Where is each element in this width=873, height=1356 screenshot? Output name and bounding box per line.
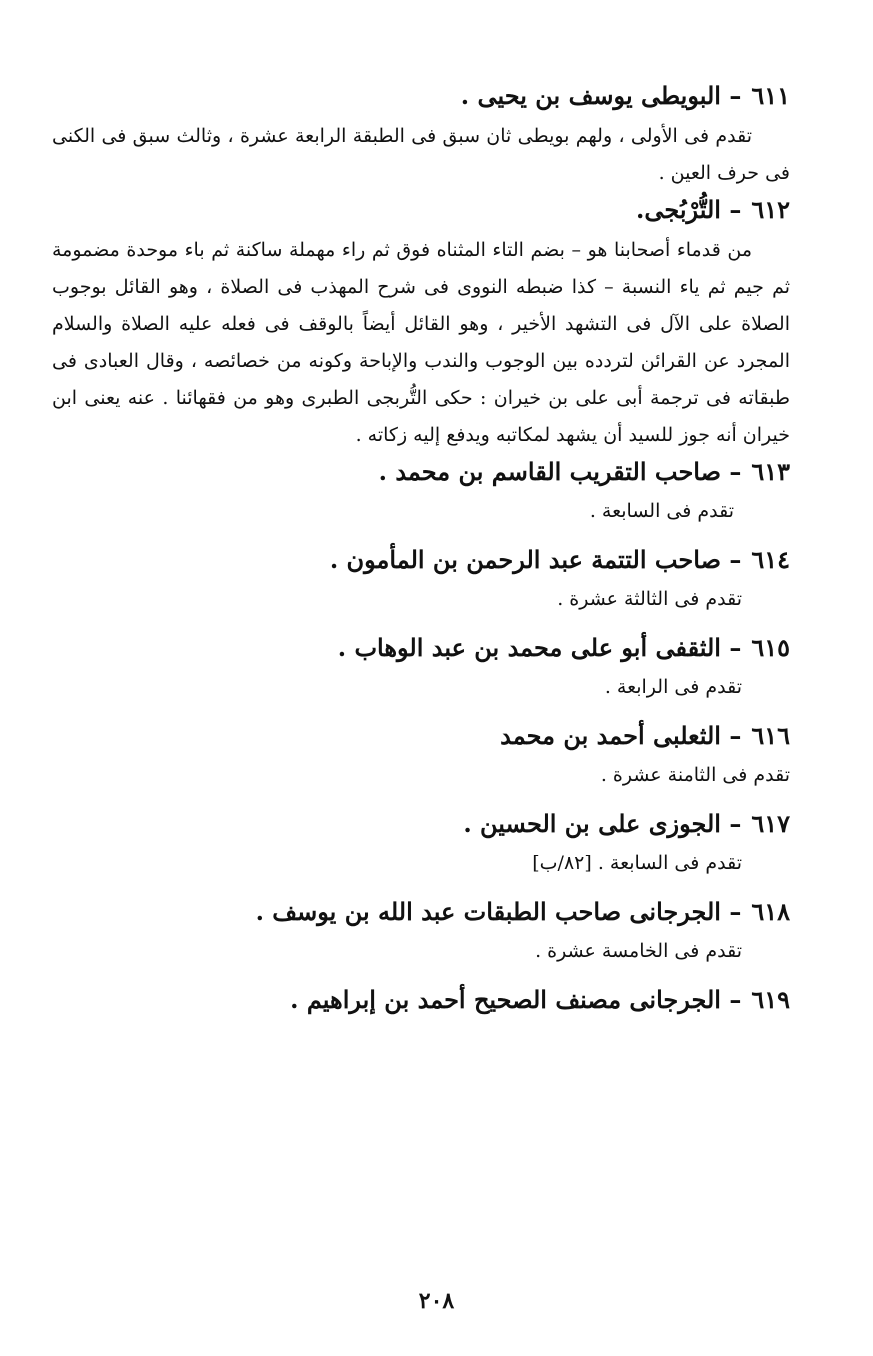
entry-title <box>52 542 790 578</box>
entry-title <box>52 630 790 666</box>
entry-612 <box>52 192 790 454</box>
entry-615 <box>52 630 790 704</box>
entry-heading: – الثعلبى أحمد بن محمد <box>500 721 742 750</box>
entry-heading: – الجرجانى مصنف الصحيح أحمد بن إبراهيم . <box>290 985 742 1014</box>
entry-note: تقدم فى الثامنة عشرة . <box>600 764 790 786</box>
entry-note: تقدم فى الخامسة عشرة . <box>535 940 742 962</box>
entry-body: من قدماء أصحابنا هو – بضم التاء المثناه فوق ثم راء مهملة ساكنة ثم باء موحدة مضمومة ثم جيم ثم ياء النسبة – كذا ضبطه النووى فى شرح المهذب فى الصلاة ، وهو القائل بوجوب الصلاة على الآل فى التشهد الأخير ، وهو القائل أيضاً بالوقف فى فعله عليه الصلاة والسلام المجرد عن القرائن لتردده بين الوجوب والندب والإباحة وكونه من خصائصه ، وقال العبادى فى طبقاته فى ترجمة أبى على بن خيران : حكى التُّربجى الطبرى وهو من فقهائنا . عنه يعنى ابن خيران أنه جوز للسيد أن يشهد لمكاتبه ويدفع إليه زكاته . <box>52 239 790 446</box>
entry-note: تقدم فى السابعة . <box>589 500 734 522</box>
entry-619 <box>52 982 790 1018</box>
entry-title <box>52 454 790 490</box>
entry-note: تقدم فى السابعة . [٨٢/ب] <box>532 852 742 874</box>
page-content <box>52 78 790 1018</box>
entry-number: ٦١٩ <box>751 985 790 1014</box>
entry-number: ٦١٢ <box>751 195 790 224</box>
entry-number: ٦١٧ <box>751 809 790 838</box>
entry-heading: – صاحب التقريب القاسم بن محمد . <box>378 457 742 486</box>
entry-number: ٦١٥ <box>751 633 790 662</box>
entry-614 <box>52 542 790 616</box>
entry-heading: – التُّرْبُجى. <box>635 195 742 224</box>
entry-title <box>52 982 790 1018</box>
entry-heading: – صاحب التتمة عبد الرحمن بن المأمون . <box>329 545 742 574</box>
entry-618 <box>52 894 790 968</box>
entry-note: تقدم فى الثالثة عشرة . <box>557 588 742 610</box>
entry-number: ٦١٦ <box>751 721 790 750</box>
entry-heading: – الجوزى على بن الحسين . <box>463 809 742 838</box>
entry-number: ٦١٨ <box>751 897 790 926</box>
entry-title <box>52 718 790 754</box>
entry-heading: – الجرجانى صاحب الطبقات عبد الله بن يوسف . <box>255 897 742 926</box>
entry-number: ٦١٤ <box>751 545 790 574</box>
entry-title <box>52 806 790 842</box>
entry-number: ٦١٣ <box>751 457 790 486</box>
entry-title <box>52 78 790 114</box>
entry-617 <box>52 806 790 880</box>
entry-heading: – البويطى يوسف بن يحيى . <box>460 81 742 110</box>
entry-616 <box>52 718 790 792</box>
entry-heading: – الثقفى أبو على محمد بن عبد الوهاب . <box>337 633 742 662</box>
entry-title <box>52 894 790 930</box>
entry-number: ٦١١ <box>751 81 790 110</box>
entry-body: تقدم فى الأولى ، ولهم بويطى ثان سبق فى الطبقة الرابعة عشرة ، وثالث سبق فى الكنى فى حرف العين . <box>52 125 790 184</box>
entry-611 <box>52 78 790 192</box>
entry-613 <box>52 454 790 528</box>
page-number: ٢٠٨ <box>418 1288 455 1314</box>
entry-title <box>52 192 790 228</box>
entry-note: تقدم فى الرابعة . <box>604 676 742 698</box>
